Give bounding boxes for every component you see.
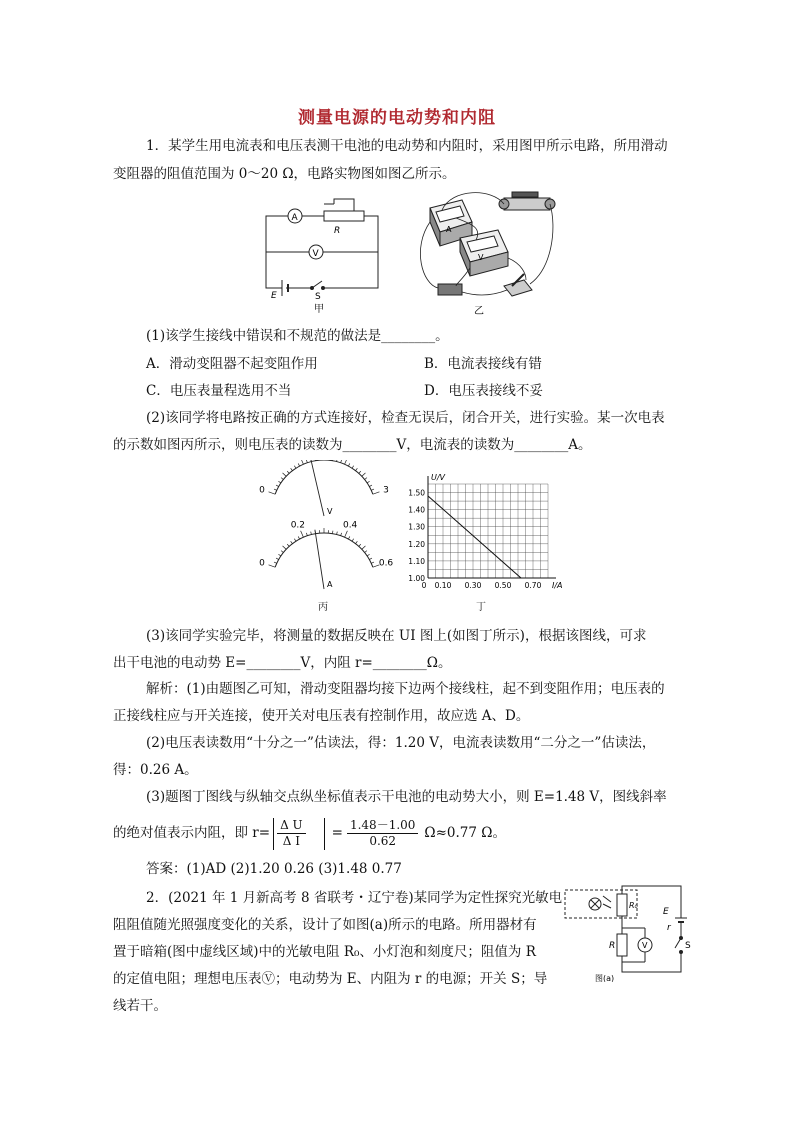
apparatus-ammeter-label: A (446, 225, 452, 234)
voltmeter-tick (345, 460, 348, 464)
voltmeter-tick (362, 473, 366, 476)
rheostat-label: R (334, 226, 341, 236)
ui-chart-svg (398, 470, 568, 600)
abs-bar-right (324, 818, 325, 850)
analysis2-line2: 得：0.26 A。 (113, 762, 198, 778)
ammeter-tick (369, 558, 372, 559)
voltmeter-tick (348, 463, 349, 466)
voltmeter-tick (341, 460, 342, 463)
figure-ding-caption: 丁 (476, 602, 486, 613)
switch-label: S (315, 292, 321, 302)
ammeter-tick (278, 554, 280, 556)
equals-sign: = (331, 825, 343, 841)
r0-label: R₀ (629, 901, 638, 910)
ammeter-tick (287, 544, 289, 546)
voltmeter-tick (291, 468, 293, 470)
analysis3-formula-prefix: 的绝对值表示内阻，即 r= (113, 825, 271, 841)
ammeter-tick (294, 539, 296, 542)
ammeter-tick (301, 531, 304, 537)
q1-line2: 变阻器的阻值范围为 0～20 Ω，电路实物图如图乙所示。 (113, 166, 456, 182)
ammeter-tick (306, 533, 307, 536)
figure-a-circuit (563, 882, 693, 982)
fraction-value-num: 1.48－1.00 (347, 818, 418, 834)
voltmeter-tick (287, 471, 289, 473)
fraction-delta-num: Δ U (277, 818, 306, 834)
q2-line5: 线若干。 (113, 998, 167, 1014)
ammeter-tick (291, 541, 293, 543)
ammeter-tick (283, 546, 287, 549)
ammeter-tick (281, 551, 283, 553)
voltmeter-scale (259, 460, 389, 516)
r-label: R (609, 941, 616, 951)
voltmeter-needle (310, 460, 324, 516)
voltmeter-tick (294, 466, 296, 469)
voltmeter-tick (356, 468, 358, 470)
chart-y-tick-label: 1.40 (408, 505, 425, 515)
voltmeter-tick (373, 492, 380, 494)
analysis-line1: 解析：(1)由题图乙可知，滑动变阻器均接下边两个接线柱，起不到变阻作用；电压表的 (146, 681, 665, 697)
ammeter-tick (276, 558, 279, 559)
voltmeter-tick-label: 0 (259, 485, 265, 496)
abs-bar-left (273, 818, 274, 850)
figure-bing-caption: 丙 (318, 602, 328, 613)
ammeter-tick-label: 0 (259, 558, 265, 569)
ammeter-tick (311, 532, 312, 535)
q1-sub3-line1: (3)该同学实验完毕，将测量的数据反映在 UI 图上(如图丁所示)，根据该图线，可求 (146, 628, 647, 644)
battery-label: E (271, 291, 277, 301)
chart-x-tick-label: 0.10 (434, 581, 452, 590)
page-title: 测量电源的电动势和内阻 (298, 108, 496, 128)
voltmeter-tick (278, 481, 280, 483)
chart-x-label: I/A (552, 581, 563, 590)
chart-y-tick-label: 1.50 (408, 488, 425, 498)
chart-x-tick-label: 0.50 (494, 581, 512, 590)
chart-x-tick-label: 0.30 (464, 581, 482, 590)
voltmeter-label: V (312, 249, 319, 259)
ammeter-arc (275, 533, 373, 567)
ammeter-tick (337, 532, 338, 535)
ammeter-tick (348, 536, 349, 539)
voltmeter-tick (365, 478, 367, 480)
ammeter-needle (315, 530, 324, 589)
option-b: B．电流表接线有错 (424, 356, 542, 372)
q1-sub2-line2: 的示数如图丙所示，则电压表的读数为________V，电流表的读数为________A。 (113, 437, 592, 453)
answer-line: 答案：(1)AD (2)1.20 0.26 (3)1.48 0.77 (146, 861, 402, 877)
voltmeter-tick (269, 492, 276, 494)
q1-line1: 1．某学生用电流表和电压表测干电池的电动势和内阻时，采用图甲所示电路，所用滑动 (146, 138, 668, 154)
q1-sub3-line2: 出干电池的电动势 E=________V，内阻 r=________Ω。 (113, 655, 452, 671)
voltmeter-tick (359, 471, 361, 473)
voltmeter-a-label: V (642, 941, 648, 950)
chart-x-tick-label: 0 (421, 581, 427, 590)
ammeter-tick-label: 0.4 (342, 520, 358, 531)
fraction-value (347, 818, 418, 849)
ammeter-tick (345, 531, 348, 537)
voltmeter-tick (298, 463, 299, 466)
analysis3-formula-line (113, 816, 506, 850)
ammeter-tick (359, 544, 361, 546)
ammeter-tick-label: 0.6 (378, 558, 394, 569)
voltmeter-tick (283, 473, 287, 476)
figure-bing-meters (254, 460, 399, 612)
voltmeter-tick (276, 485, 279, 486)
figure-a-caption: 图(a) (595, 974, 615, 982)
chart-x-tick-label: 0.70 (524, 581, 542, 590)
q2-line1: 2．(2021 年 1 月新高考 8 省联考・辽宁卷)某同学为定性探究光敏电 (146, 890, 563, 906)
ammeter-tick (352, 539, 354, 542)
voltmeter-tick (352, 466, 354, 469)
chart-y-tick-label: 1.20 (408, 539, 425, 549)
figure-jia-caption: 甲 (314, 304, 324, 315)
q2-line3: 置于暗箱(图中虚线区域)中的光敏电阻 R₀、小灯泡和刻度尺；阻值为 R (113, 944, 536, 960)
voltmeter-tick (274, 489, 277, 490)
chart-y-tick-label: 1.00 (408, 574, 425, 583)
emf-label: E (663, 907, 669, 917)
figure-yi-apparatus (412, 188, 562, 318)
chart-series-line (428, 496, 521, 578)
chart-y-label: U/V (431, 473, 446, 482)
ammeter-tick (298, 536, 299, 539)
ammeter-unit: A (327, 580, 333, 589)
figure-jia-circuit (262, 196, 382, 316)
analysis3-formula-suffix: Ω≈0.77 Ω。 (424, 825, 506, 841)
ammeter-tick (274, 562, 277, 563)
voltmeter-arc (275, 460, 373, 494)
internal-r-label: r (667, 923, 671, 933)
option-a: A．滑动变阻器不起变阻作用 (146, 356, 318, 372)
switch-a-label: S (685, 941, 691, 951)
fraction-delta-den: Δ I (282, 834, 300, 848)
q1-sub1: (1)该学生接线中错误和不规范的做法是________。 (146, 328, 449, 344)
voltmeter-tick (306, 460, 307, 463)
circuit-jia-svg (262, 196, 382, 316)
ammeter-label: A (291, 213, 298, 223)
ammeter-tick (356, 541, 358, 543)
voltmeter-tick (281, 478, 283, 480)
ammeter-tick (371, 562, 374, 563)
option-d: D．电压表接线不妥 (424, 383, 543, 399)
ammeter-tick-label: 0.2 (290, 520, 306, 531)
meters-svg (254, 460, 399, 612)
option-c: C．电压表量程选用不当 (146, 383, 292, 399)
chart-y-tick-label: 1.10 (408, 556, 425, 566)
q2-line4: 的定值电阻；理想电压表Ⓥ；电动势为 E、内阻为 r 的电源；开关 S；导 (113, 971, 548, 987)
apparatus-voltmeter-label: V (478, 253, 484, 262)
voltmeter-tick (367, 481, 369, 483)
circuit-a-svg (563, 882, 693, 982)
voltmeter-tick (371, 489, 374, 490)
ammeter-tick (365, 551, 367, 553)
q1-sub2-line1: (2)该同学将电路按正确的方式连接好，检查无误后，闭合开关，进行实验。某一次电表 (146, 410, 665, 426)
figure-ding-chart (398, 470, 568, 600)
fraction-value-den: 0.62 (369, 834, 397, 848)
ammeter-tick (362, 546, 366, 549)
analysis3-line1: (3)题图丁图线与纵轴交点纵坐标值表示干电池的电动势大小，则 E=1.48 V，图线斜率 (146, 789, 667, 805)
ammeter-tick (269, 565, 276, 567)
voltmeter-unit: V (327, 507, 333, 516)
voltmeter-tick (301, 460, 304, 464)
analysis2-line1: (2)电压表读数用“十分之一”估读法，得：1.20 V，电流表读数用“二分之一”估读法， (146, 735, 656, 751)
ammeter-tick (367, 554, 369, 556)
fraction-delta (277, 818, 306, 849)
apparatus-yi-svg (412, 188, 562, 318)
ammeter-scale (259, 520, 393, 589)
voltmeter-tick-label: 3 (383, 485, 389, 496)
analysis-line2: 正接线柱应与开关连接，使开关对电压表有控制作用，故应选 A、D。 (113, 708, 530, 724)
ammeter-tick (341, 533, 342, 536)
figure-yi-caption: 乙 (474, 306, 484, 317)
chart-y-tick-label: 1.30 (408, 522, 425, 532)
voltmeter-tick (369, 485, 372, 486)
q2-line2: 阻阻值随光照强度变化的关系，设计了如图(a)所示的电路。所用器材有 (113, 917, 537, 933)
